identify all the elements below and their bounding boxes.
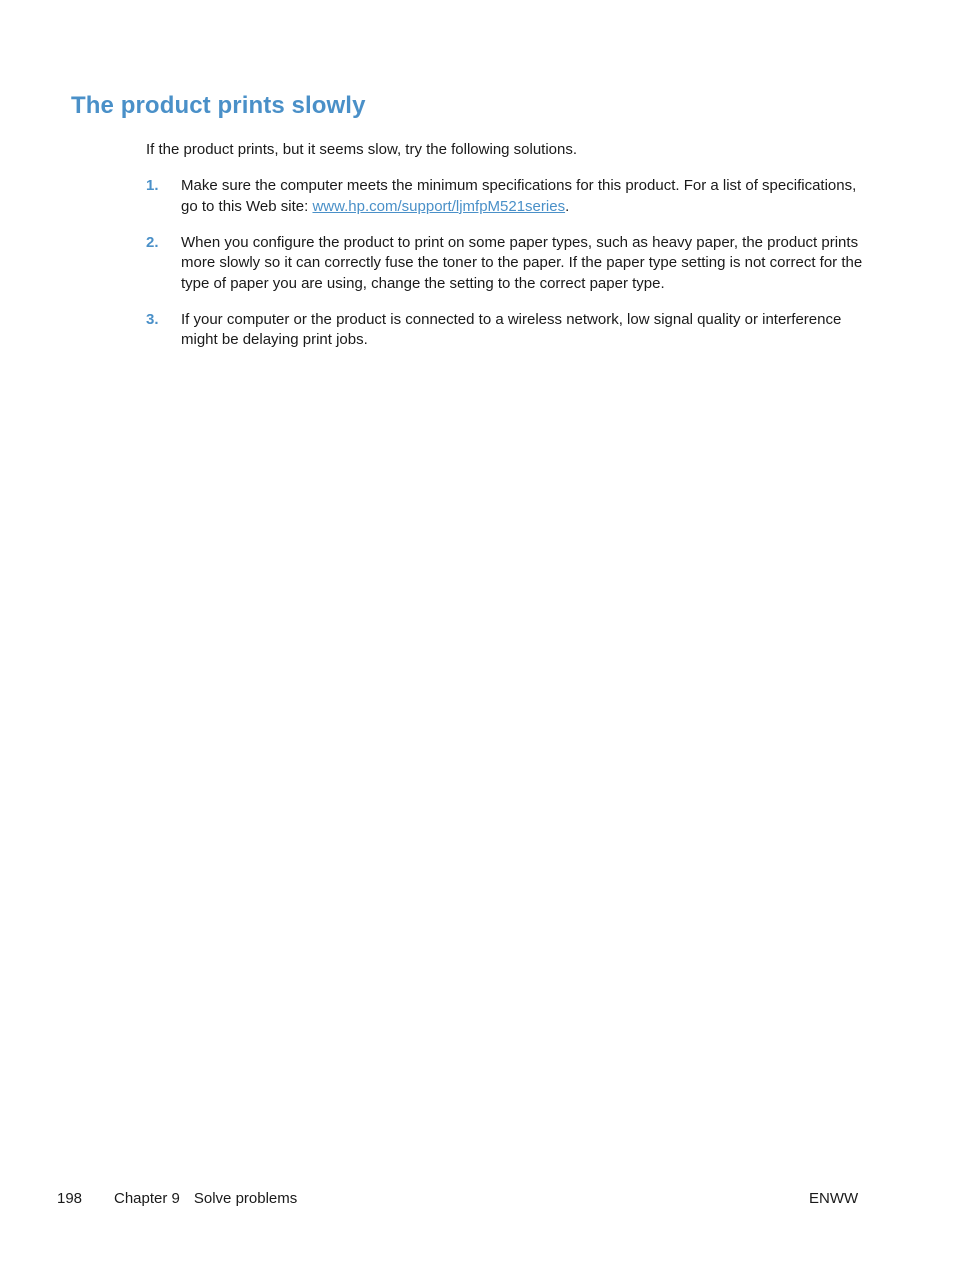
chapter-title: Solve problems [193,1190,298,1207]
intro-paragraph: If the product prints, but it seems slow, try the following solutions. [146,141,578,158]
step-number: 3. [146,310,159,328]
step-item [146,310,866,351]
step-item [146,176,866,217]
chapter-label: Chapter 9 [114,1190,180,1207]
step-text: When you configure the product to print on some paper types, such as heavy paper, the product prints more slowly so it can correctly fuse the toner to the paper. If the paper type setting is not correct for the type of paper you are using, change the setting to the correct paper type. [181,233,863,292]
step-number: 2. [146,233,159,251]
step-text-end: . [565,197,570,215]
locale-code: ENWW [809,1190,859,1207]
step-item [146,233,866,295]
solution-steps [146,176,866,366]
support-link[interactable]: www.hp.com/support/ljmfpM521series [312,197,566,215]
step-text: If your computer or the product is connected to a wireless network, low signal quality or interference might be delaying print jobs. [181,310,842,348]
step-text: Make sure the computer meets the minimum specifications for this product. For a list of specifications, go to this Web site: [181,177,857,215]
page-footer-left [57,1189,297,1209]
section-title: The product prints slowly [71,92,366,119]
step-number: 1. [146,177,159,194]
page-number: 198 [57,1190,83,1207]
